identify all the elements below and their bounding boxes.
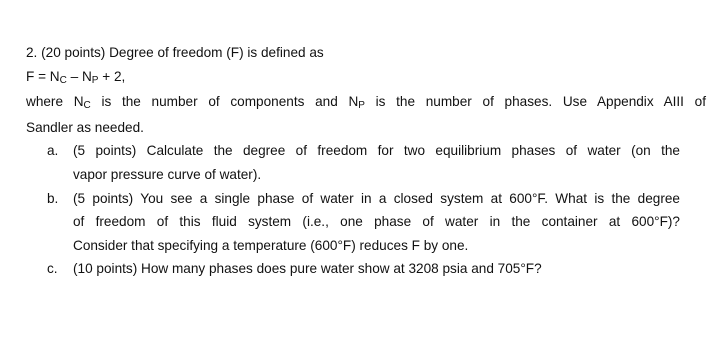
sub-question-line: Consider that specifying a temperature (600°F) reduces F by one. bbox=[73, 237, 469, 253]
formula-subscript-p: P bbox=[91, 74, 99, 86]
question-heading: 2. (20 points) Degree of freedom (F) is defined as bbox=[26, 45, 324, 60]
where-pre: where N bbox=[26, 94, 84, 110]
sub-question-body bbox=[73, 257, 680, 281]
sub-question-line: vapor pressure curve of water). bbox=[73, 166, 262, 182]
question-document bbox=[26, 41, 706, 281]
sub-question-c bbox=[47, 257, 706, 281]
sub-question-line: (5 points) You see a single phase of water in a closed system at 600°F. What is the degree bbox=[73, 190, 680, 206]
sub-question-line: (10 points) How many phases does pure water show at 3208 psia and 705°F? bbox=[73, 261, 542, 277]
sub-question-a bbox=[47, 139, 706, 186]
formula-suffix: + 2, bbox=[98, 68, 126, 84]
where-mid: is the number of components and N bbox=[90, 94, 359, 110]
formula-minus: – N bbox=[66, 68, 92, 84]
formula-subscript-c: C bbox=[59, 74, 67, 86]
where-post: is the number of phases. Use Appendix AIII of bbox=[364, 94, 706, 110]
where-subscript-c: C bbox=[83, 100, 91, 112]
sub-question-marker: b. bbox=[47, 190, 59, 206]
sub-question-body bbox=[73, 187, 680, 258]
sub-question-line: of freedom of this fluid system (i.e., one phase of water in the container at 600°F)? bbox=[73, 214, 680, 230]
where-definition-line-2: Sandler as needed. bbox=[26, 119, 144, 135]
where-subscript-p: P bbox=[358, 100, 365, 112]
sub-question-b bbox=[47, 187, 706, 258]
sub-question-marker: a. bbox=[47, 143, 59, 159]
degree-of-freedom-formula bbox=[26, 65, 706, 91]
where-definition-line bbox=[26, 90, 706, 116]
sub-question-line: (5 points) Calculate the degree of freedom for two equilibrium phases of water (on the bbox=[73, 143, 680, 159]
sub-question-marker: c. bbox=[47, 261, 58, 277]
formula-prefix: F = N bbox=[26, 68, 60, 84]
sub-question-body bbox=[73, 139, 680, 186]
